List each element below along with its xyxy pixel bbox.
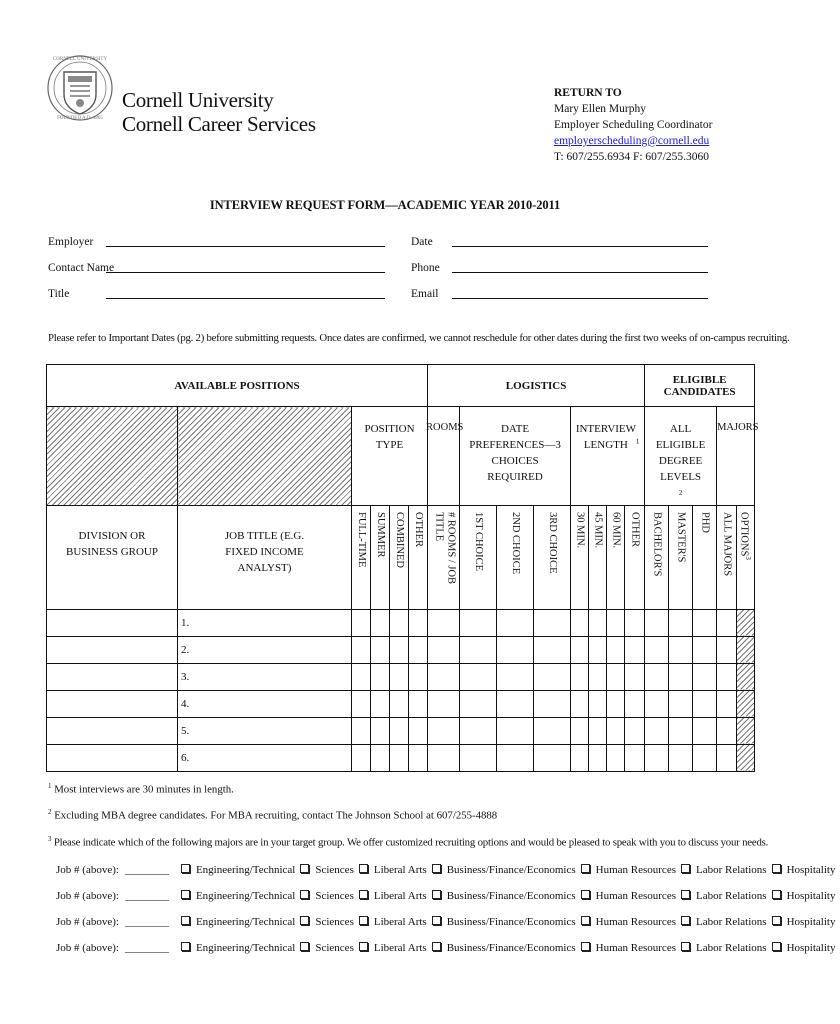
checkbox-icon[interactable]	[581, 890, 590, 899]
major-option[interactable]	[432, 864, 576, 876]
entry-cell[interactable]	[589, 744, 607, 771]
contact-name-label: Contact Name	[48, 262, 115, 274]
options-hatched-cell	[737, 744, 755, 771]
entry-cell[interactable]	[371, 636, 390, 663]
entry-cell[interactable]	[409, 744, 428, 771]
other-type-header: OTHER	[413, 511, 425, 547]
checkbox-icon[interactable]	[359, 916, 368, 925]
major-option[interactable]	[432, 916, 576, 928]
entry-cell[interactable]	[717, 744, 737, 771]
45-min-header: 45 MIN.	[592, 511, 604, 548]
combined-header: COMBINED	[394, 511, 405, 568]
checkbox-icon[interactable]	[581, 942, 590, 951]
options-hatched-cell	[737, 717, 755, 744]
entry-cell[interactable]	[571, 609, 589, 636]
entry-cell[interactable]	[669, 663, 693, 690]
major-option[interactable]	[300, 916, 353, 928]
entry-cell[interactable]	[534, 609, 571, 636]
major-option-label: Sciences	[315, 942, 354, 954]
major-option-label: Sciences	[315, 916, 354, 928]
major-option[interactable]	[359, 890, 427, 902]
major-option-label: Labor Relations	[695, 942, 767, 954]
major-option[interactable]	[300, 890, 353, 902]
entry-cell[interactable]	[693, 690, 717, 717]
checkbox-icon[interactable]	[300, 916, 309, 925]
major-option[interactable]	[581, 864, 676, 876]
major-option-label: Human Resources	[595, 942, 676, 954]
employer-input-line[interactable]	[106, 246, 385, 247]
entry-cell[interactable]	[409, 717, 428, 744]
entry-cell[interactable]	[669, 690, 693, 717]
return-heading: RETURN TO	[554, 87, 622, 99]
checkbox-icon[interactable]	[181, 890, 190, 899]
checkbox-icon[interactable]	[772, 916, 781, 925]
entry-cell[interactable]	[497, 744, 534, 771]
major-option[interactable]	[359, 864, 427, 876]
entry-cell[interactable]	[717, 609, 737, 636]
eligible-candidates-header: ELIGIBLE CANDIDATES	[645, 365, 755, 407]
job-number-blank[interactable]: ________	[124, 864, 169, 876]
entry-cell[interactable]	[390, 744, 409, 771]
job-title-cell[interactable]: 2.	[178, 636, 352, 663]
entry-cell[interactable]	[390, 609, 409, 636]
major-option[interactable]	[681, 916, 767, 928]
entry-cell[interactable]	[409, 690, 428, 717]
entry-cell[interactable]	[625, 744, 645, 771]
footnote-3	[48, 835, 768, 849]
checkbox-icon[interactable]	[772, 942, 781, 951]
major-option[interactable]	[432, 942, 576, 954]
job-title-cell[interactable]: 5.	[178, 717, 352, 744]
full-time-header: FULL-TIME	[356, 511, 367, 568]
entry-cell[interactable]	[352, 609, 371, 636]
entry-cell[interactable]	[534, 636, 571, 663]
entry-cell[interactable]	[352, 663, 371, 690]
date-input-line[interactable]	[452, 246, 708, 247]
svg-text:FOUNDED A.D. 1865: FOUNDED A.D. 1865	[57, 116, 103, 121]
logistics-header: LOGISTICS	[428, 365, 645, 407]
entry-cell[interactable]	[390, 636, 409, 663]
entry-cell[interactable]	[409, 609, 428, 636]
interview-length-text: INTERVIEW LENGTH	[575, 423, 637, 451]
major-option[interactable]	[581, 916, 676, 928]
masters-header: MASTER'S	[675, 511, 687, 562]
interview-length-footnote: 1	[635, 437, 640, 446]
major-option-label: Human Resources	[595, 916, 676, 928]
phone-input-line[interactable]	[452, 272, 708, 273]
checkbox-icon[interactable]	[181, 916, 190, 925]
hatched-cell-jobtitle	[178, 407, 352, 506]
major-option-label: Liberal Arts	[373, 916, 427, 928]
division-cell[interactable]	[47, 690, 178, 717]
footnote-3-text: Please indicate which of the following majors are in your target group. We offer customized recruiting options and would be pleased to speak with you to discuss your needs.	[53, 836, 769, 849]
footnote-2-mark: 2	[48, 808, 52, 816]
return-phone-fax: T: 607/255.6934 F: 607/255.3060	[554, 151, 710, 163]
all-majors-header: ALL MAJORS	[721, 511, 733, 576]
other-length-header: OTHER	[629, 511, 641, 547]
checkbox-icon[interactable]	[432, 942, 441, 951]
job-number-label: Job # (above):	[56, 916, 119, 928]
entry-cell[interactable]	[497, 690, 534, 717]
major-option-label: Liberal Arts	[373, 890, 427, 902]
job-number-label: Job # (above):	[56, 864, 119, 876]
available-positions-header: AVAILABLE POSITIONS	[47, 365, 428, 407]
major-option-label: Liberal Arts	[373, 864, 427, 876]
major-option[interactable]	[772, 916, 836, 928]
major-option[interactable]	[181, 916, 295, 928]
checkbox-icon[interactable]	[432, 890, 441, 899]
entry-cell[interactable]	[371, 717, 390, 744]
options-hatched-cell	[737, 636, 755, 663]
position-type-header	[352, 407, 428, 506]
major-option-label: Engineering/Technical	[195, 890, 296, 902]
entry-cell[interactable]	[534, 663, 571, 690]
date-label: Date	[411, 236, 433, 248]
entry-cell[interactable]	[625, 690, 645, 717]
entry-cell[interactable]	[371, 609, 390, 636]
bachelors-header: BACHELOR'S	[651, 511, 663, 576]
entry-cell[interactable]	[669, 636, 693, 663]
contact-name-input-line[interactable]	[106, 272, 385, 273]
entry-cell[interactable]	[571, 717, 589, 744]
job-title-cell[interactable]: 1.	[178, 609, 352, 636]
entry-cell[interactable]	[693, 744, 717, 771]
checkbox-icon[interactable]	[181, 942, 190, 951]
entry-cell[interactable]	[428, 609, 460, 636]
major-option-label: Labor Relations	[695, 916, 767, 928]
entry-cell[interactable]	[625, 609, 645, 636]
entry-cell[interactable]	[693, 636, 717, 663]
rooms-text: ROOMS	[426, 422, 464, 433]
entry-cell[interactable]	[693, 663, 717, 690]
major-option[interactable]	[181, 864, 295, 876]
major-option-label: Sciences	[315, 890, 354, 902]
table-row	[47, 717, 755, 744]
entry-cell[interactable]	[607, 663, 625, 690]
major-option[interactable]	[300, 864, 353, 876]
entry-cell[interactable]	[534, 717, 571, 744]
rooms-per-job-header: # ROOMS / JOB TITLE	[433, 511, 457, 584]
entry-cell[interactable]	[607, 744, 625, 771]
email-input-line[interactable]	[452, 298, 708, 299]
footnote-2-text: Excluding MBA degree candidates. For MBA recruiting, contact The Johnson School at 607/255-4888	[54, 809, 498, 822]
entry-cell[interactable]	[625, 636, 645, 663]
job-title-cell[interactable]: 3.	[178, 663, 352, 690]
entry-cell[interactable]	[409, 636, 428, 663]
checkbox-icon[interactable]	[581, 916, 590, 925]
entry-cell[interactable]	[460, 690, 497, 717]
positions-table	[46, 364, 759, 772]
major-option-label: Hospitality	[786, 864, 836, 876]
entry-cell[interactable]	[645, 717, 669, 744]
entry-cell[interactable]	[390, 663, 409, 690]
job-title-cell[interactable]: 4.	[178, 690, 352, 717]
entry-cell[interactable]	[717, 636, 737, 663]
entry-cell[interactable]	[645, 663, 669, 690]
date-preferences-text: DATE PREFERENCES—3 CHOICES REQUIRED	[469, 423, 561, 483]
degree-levels-footnote: 2	[678, 489, 683, 497]
entry-cell[interactable]	[460, 636, 497, 663]
major-option-label: Human Resources	[595, 864, 676, 876]
checkbox-icon[interactable]	[300, 942, 309, 951]
major-option-label: Labor Relations	[695, 864, 767, 876]
date-preferences-header	[460, 407, 571, 506]
majors-job-row	[56, 864, 840, 876]
major-option-label: Hospitality	[786, 890, 836, 902]
title-label: Title	[48, 288, 70, 300]
entry-cell[interactable]	[669, 609, 693, 636]
footnote-1-mark: 1	[48, 782, 52, 790]
30-min-header: 30 MIN.	[574, 511, 586, 548]
footnote-1-text: Most interviews are 30 minutes in length.	[54, 783, 234, 796]
job-number-label: Job # (above):	[56, 890, 119, 902]
major-option[interactable]	[681, 890, 767, 902]
entry-cell[interactable]	[607, 609, 625, 636]
entry-cell[interactable]	[571, 690, 589, 717]
entry-cell[interactable]	[428, 717, 460, 744]
svg-text:CORNELL UNIVERSITY: CORNELL UNIVERSITY	[52, 57, 108, 62]
entry-cell[interactable]	[409, 663, 428, 690]
major-option-label: Business/Finance/Economics	[446, 916, 576, 928]
entry-cell[interactable]	[460, 717, 497, 744]
major-option[interactable]	[359, 942, 427, 954]
major-option-label: Sciences	[315, 864, 354, 876]
entry-cell[interactable]	[571, 663, 589, 690]
checkbox-icon[interactable]	[772, 890, 781, 899]
major-option-label: Engineering/Technical	[195, 916, 296, 928]
third-choice-header: 3RD CHOICE	[547, 511, 559, 574]
form-title: INTERVIEW REQUEST FORM—ACADEMIC YEAR 2010-2011	[209, 198, 561, 212]
entry-cell[interactable]	[460, 663, 497, 690]
checkbox-icon[interactable]	[432, 864, 441, 873]
instructions-text: Please refer to Important Dates (pg. 2) before submitting requests. Once dates are confirmed, we cannot reschedule for other dates during the first two weeks of on-campus recruiting.	[48, 332, 790, 344]
major-option[interactable]	[359, 916, 427, 928]
entry-cell[interactable]	[352, 690, 371, 717]
entry-cell[interactable]	[460, 744, 497, 771]
footnote-1	[48, 782, 234, 796]
entry-cell[interactable]	[645, 690, 669, 717]
major-option-label: Engineering/Technical	[195, 942, 296, 954]
job-number-blank[interactable]: ________	[124, 942, 169, 954]
options-header	[737, 512, 754, 560]
second-choice-header: 2ND CHOICE	[510, 511, 522, 574]
footnote-3-mark: 3	[48, 835, 52, 843]
return-name: Mary Ellen Murphy	[554, 103, 646, 115]
entry-cell[interactable]	[390, 717, 409, 744]
major-option-label: Business/Finance/Economics	[446, 942, 576, 954]
major-option-label: Hospitality	[786, 942, 836, 954]
major-option[interactable]	[681, 864, 767, 876]
checkbox-icon[interactable]	[300, 864, 309, 873]
options-footnote: 3	[743, 556, 752, 560]
major-option[interactable]	[181, 942, 295, 954]
table-row	[47, 663, 755, 690]
checkbox-icon[interactable]	[181, 864, 190, 873]
checkbox-icon[interactable]	[681, 916, 690, 925]
return-block	[554, 85, 712, 165]
summer-header: SUMMER	[375, 511, 386, 558]
major-option[interactable]	[581, 942, 676, 954]
entry-cell[interactable]	[625, 717, 645, 744]
entry-cell[interactable]	[534, 744, 571, 771]
job-title-column-header	[178, 505, 352, 609]
division-text: DIVISION OR BUSINESS GROUP	[66, 529, 158, 558]
entry-cell[interactable]	[497, 609, 534, 636]
entry-cell[interactable]	[589, 663, 607, 690]
60-min-header: 60 MIN.	[610, 511, 622, 548]
entry-cell[interactable]	[571, 744, 589, 771]
majors-job-row	[56, 942, 840, 954]
checkbox-icon[interactable]	[772, 864, 781, 873]
footnote-2	[48, 808, 497, 822]
entry-cell[interactable]	[589, 717, 607, 744]
job-number-label: Job # (above):	[56, 942, 119, 954]
table-row	[47, 744, 755, 771]
entry-cell[interactable]	[645, 636, 669, 663]
checkbox-icon[interactable]	[432, 916, 441, 925]
major-option-label: Business/Finance/Economics	[446, 864, 576, 876]
entry-cell[interactable]	[607, 690, 625, 717]
job-title-cell[interactable]: 6.	[178, 744, 352, 771]
major-option[interactable]	[772, 942, 836, 954]
university-name: Cornell University	[122, 88, 274, 112]
division-cell[interactable]	[47, 663, 178, 690]
phone-label: Phone	[411, 262, 440, 274]
entry-cell[interactable]	[693, 609, 717, 636]
major-option[interactable]	[181, 890, 295, 902]
entry-cell[interactable]	[589, 690, 607, 717]
entry-cell[interactable]	[497, 663, 534, 690]
division-cell[interactable]	[47, 636, 178, 663]
division-cell[interactable]	[47, 609, 178, 636]
division-cell[interactable]	[47, 744, 178, 771]
major-option[interactable]	[681, 942, 767, 954]
email-label: Email	[411, 288, 439, 300]
entry-cell[interactable]	[589, 636, 607, 663]
entry-cell[interactable]	[352, 744, 371, 771]
options-text: OPTIONS	[738, 511, 750, 556]
checkbox-icon[interactable]	[300, 890, 309, 899]
first-choice-header: 1ST CHOICE	[473, 511, 485, 571]
checkbox-icon[interactable]	[681, 864, 690, 873]
major-option-label: Labor Relations	[695, 890, 767, 902]
entry-cell[interactable]	[497, 717, 534, 744]
employer-label: Employer	[48, 236, 94, 248]
entry-cell[interactable]	[607, 717, 625, 744]
entry-cell[interactable]	[693, 717, 717, 744]
table-row	[47, 690, 755, 717]
table-row	[47, 609, 755, 636]
job-number-blank[interactable]: ________	[124, 890, 169, 902]
major-option[interactable]	[772, 890, 836, 902]
entry-cell[interactable]	[589, 609, 607, 636]
entry-cell[interactable]	[428, 690, 460, 717]
major-option-label: Business/Finance/Economics	[446, 890, 576, 902]
hatched-cell-division	[47, 407, 178, 506]
entry-cell[interactable]	[390, 690, 409, 717]
division-cell[interactable]	[47, 717, 178, 744]
majors-header	[717, 407, 759, 506]
major-option[interactable]	[432, 890, 576, 902]
entry-cell[interactable]	[717, 717, 737, 744]
division-column-header	[47, 505, 178, 609]
entry-cell[interactable]	[371, 690, 390, 717]
options-hatched-cell	[737, 690, 755, 717]
cornell-seal-logo	[46, 46, 114, 146]
return-email-link[interactable]: employerscheduling@cornell.edu	[554, 135, 710, 147]
checkbox-icon[interactable]	[681, 942, 690, 951]
entry-cell[interactable]	[717, 690, 737, 717]
entry-cell[interactable]	[352, 717, 371, 744]
phd-header: PHD	[699, 511, 711, 533]
major-option[interactable]	[581, 890, 676, 902]
entry-cell[interactable]	[534, 690, 571, 717]
entry-cell[interactable]	[497, 636, 534, 663]
entry-cell[interactable]	[645, 609, 669, 636]
entry-cell[interactable]	[607, 636, 625, 663]
degree-levels-header	[645, 407, 717, 506]
entry-cell[interactable]	[428, 636, 460, 663]
entry-cell[interactable]	[669, 744, 693, 771]
major-option-label: Hospitality	[786, 916, 836, 928]
checkbox-icon[interactable]	[359, 942, 368, 951]
entry-cell[interactable]	[352, 636, 371, 663]
checkbox-icon[interactable]	[359, 890, 368, 899]
degree-levels-text: ALL ELIGIBLE DEGREE LEVELS	[655, 423, 706, 483]
entry-cell[interactable]	[717, 663, 737, 690]
entry-cell[interactable]	[371, 744, 390, 771]
entry-cell[interactable]	[669, 717, 693, 744]
major-option-label: Liberal Arts	[373, 942, 427, 954]
majors-job-row	[56, 916, 840, 928]
checkbox-icon[interactable]	[581, 864, 590, 873]
majors-text: MAJORS	[717, 422, 759, 433]
major-option-label: Human Resources	[595, 890, 676, 902]
job-title-text: JOB TITLE (E.G. FIXED INCOME ANALYST)	[224, 529, 305, 574]
return-role: Employer Scheduling Coordinator	[554, 119, 713, 131]
entry-cell[interactable]	[571, 636, 589, 663]
position-type-text: POSITION TYPE	[364, 423, 415, 451]
entry-cell[interactable]	[428, 663, 460, 690]
table-row	[47, 636, 755, 663]
entry-cell[interactable]	[625, 663, 645, 690]
major-option[interactable]	[772, 864, 836, 876]
entry-cell[interactable]	[371, 663, 390, 690]
title-input-line[interactable]	[106, 298, 385, 299]
entry-cell[interactable]	[460, 609, 497, 636]
major-option[interactable]	[300, 942, 353, 954]
options-hatched-cell	[737, 609, 755, 636]
rooms-header	[426, 407, 464, 506]
checkbox-icon[interactable]	[681, 890, 690, 899]
major-option-label: Engineering/Technical	[195, 864, 296, 876]
job-number-blank[interactable]: ________	[124, 916, 169, 928]
interview-length-header	[571, 407, 645, 506]
entry-cell[interactable]	[645, 744, 669, 771]
department-name: Cornell Career Services	[122, 112, 316, 136]
entry-cell[interactable]	[428, 744, 460, 771]
majors-job-row	[56, 890, 840, 902]
checkbox-icon[interactable]	[359, 864, 368, 873]
options-hatched-cell	[737, 663, 755, 690]
